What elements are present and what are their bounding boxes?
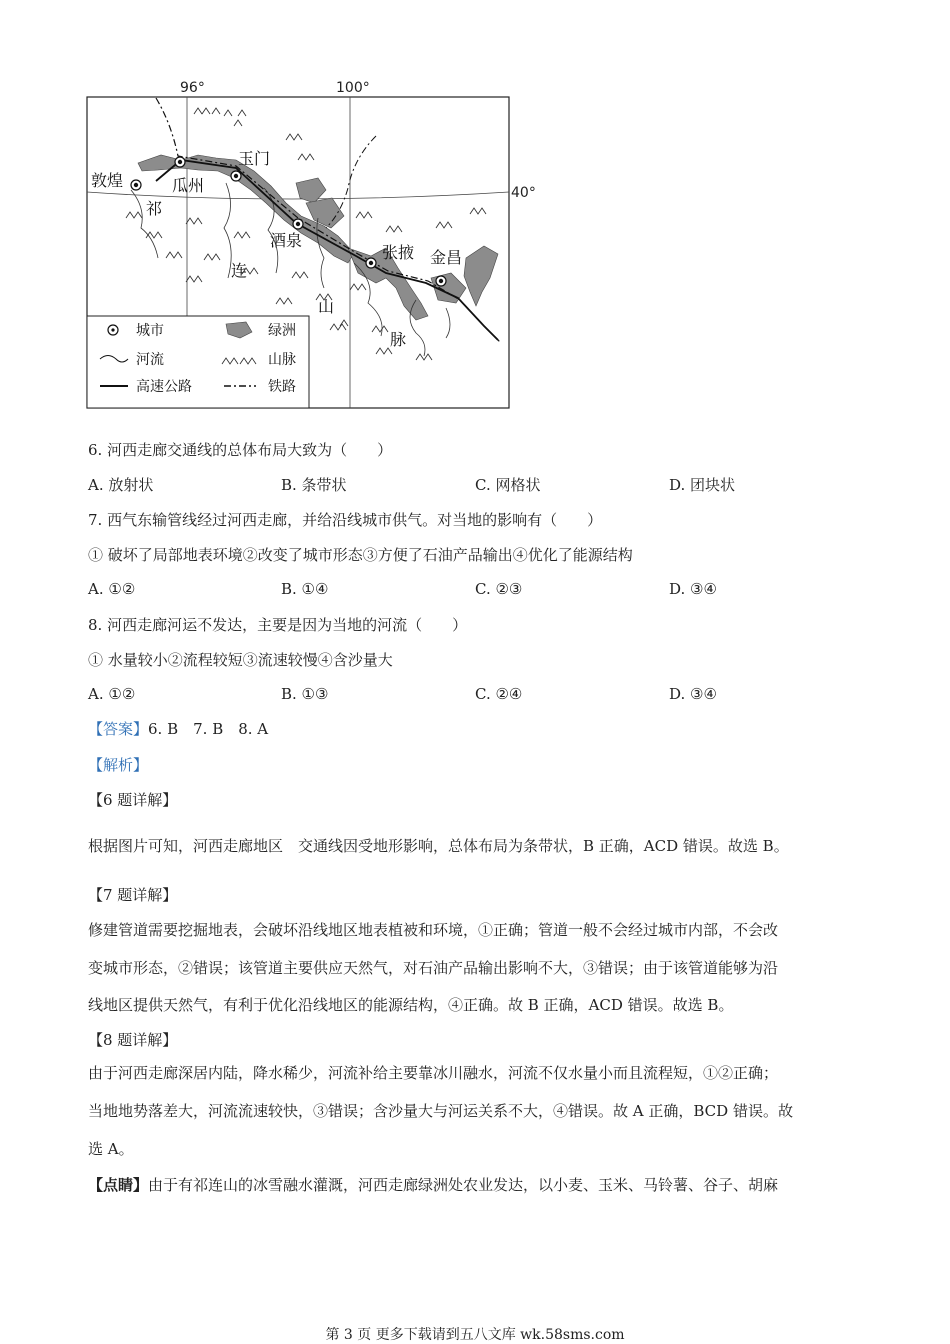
q7-option-b: B. ①④ — [281, 580, 329, 598]
legend-railway: 铁路 — [268, 379, 296, 395]
mountain-char-lian: 连 — [231, 261, 248, 280]
detail6-text: 根据图片可知，河西走廊地区 交通线因受地形影响，总体布局为条带状，B 正确，ACD 错误。故选 B。 — [88, 837, 789, 855]
detail8-line-3: 选 A。 — [88, 1140, 134, 1158]
q6-option-c: C. 网格状 — [475, 476, 541, 494]
answer-line — [88, 719, 268, 739]
legend-oasis: 绿洲 — [268, 323, 296, 339]
hexi-corridor-map — [86, 78, 536, 410]
mountain-char-qi: 祁 — [146, 199, 163, 218]
q8-option-c: C. ②④ — [475, 685, 523, 703]
q8-stem: 8. 河西走廊河运不发达，主要是因为当地的河流（ ） — [88, 616, 468, 634]
q6-option-b: B. 条带状 — [281, 476, 347, 494]
legend-mountain: 山脉 — [268, 352, 296, 368]
q8-option-a: A. ①② — [88, 685, 136, 703]
q7-option-a: A. ①② — [88, 580, 136, 598]
lon-96-label: 96° — [180, 80, 205, 96]
detail6-title: 【6 题详解】 — [88, 791, 178, 809]
q6-option-a: A. 放射状 — [88, 476, 154, 494]
q6-stem: 6. 河西走廊交通线的总体布局大致为（ ） — [88, 441, 393, 459]
mountain-char-mai: 脉 — [390, 330, 407, 349]
detail7-line-2: 变城市形态，②错误；该管道主要供应天然气，对石油产品输出影响不大，③错误；由于该管道能够为沿 — [88, 959, 779, 977]
lat-40-label: 40° — [511, 185, 536, 201]
detail8-line-2: 当地地势落差大，河流流速较快，③错误；含沙量大与河运关系不大，④错误。故 A 正确，BCD 错误。故 — [88, 1102, 793, 1120]
city-label-jiuquan: 酒泉 — [270, 231, 303, 250]
page-footer: 第 3 页 更多下载请到五八文库 wk.58sms.com — [325, 1327, 625, 1343]
q6-option-d: D. 团块状 — [669, 476, 736, 494]
q7-option-c: C. ②③ — [475, 580, 523, 598]
answer-text: 6. B 7. B 8. A — [148, 720, 269, 738]
detail8-line-1: 由于河西走廊深居内陆，降水稀少，河流补给主要靠冰川融水，河流不仅水量小而且流程短，①②正确； — [88, 1064, 779, 1082]
detail8-title: 【8 题详解】 — [88, 1031, 178, 1049]
city-label-yumen: 玉门 — [238, 149, 271, 168]
legend-highway: 高速公路 — [136, 379, 192, 395]
legend-city: 城市 — [136, 323, 164, 339]
tip-text: 由于有祁连山的冰雪融水灌溉，河西走廊绿洲处农业发达，以小麦、玉米、马铃薯、谷子、胡麻 — [148, 1176, 779, 1194]
q7-items: ① 破坏了局部地表环境②改变了城市形态③方便了石油产品输出④优化了能源结构 — [88, 546, 633, 564]
q7-stem: 7. 西气东输管线经过河西走廊，并给沿线城市供气。对当地的影响有（ ） — [88, 511, 603, 529]
tip-line — [88, 1175, 778, 1195]
legend-river: 河流 — [136, 352, 164, 368]
city-label-dunhuang: 敦煌 — [91, 171, 124, 190]
city-label-zhangye: 张掖 — [382, 243, 415, 262]
q8-option-d: D. ③④ — [669, 685, 717, 703]
lon-100-label: 100° — [336, 80, 370, 96]
analysis-label: 【解析】 — [88, 756, 149, 774]
detail7-title: 【7 题详解】 — [88, 886, 178, 904]
detail7-line-3: 线地区提供天然气，有利于优化沿线地区的能源结构，④正确。故 B 正确，ACD 错误。故选 B。 — [88, 996, 734, 1014]
detail7-line-1: 修建管道需要挖掘地表，会破坏沿线地区地表植被和环境，①正确；管道一般不会经过城市内部，不会改 — [88, 921, 779, 939]
city-label-jinchang: 金昌 — [430, 248, 463, 267]
q8-items: ① 水量较小②流程较短③流速较慢④含沙量大 — [88, 651, 393, 669]
answer-label: 【答案】 — [88, 720, 149, 738]
mountain-char-shan: 山 — [318, 297, 335, 316]
tip-label: 【点睛】 — [88, 1176, 149, 1194]
city-label-guazhou: 瓜州 — [172, 176, 205, 195]
q7-option-d: D. ③④ — [669, 580, 717, 598]
q8-option-b: B. ①③ — [281, 685, 329, 703]
